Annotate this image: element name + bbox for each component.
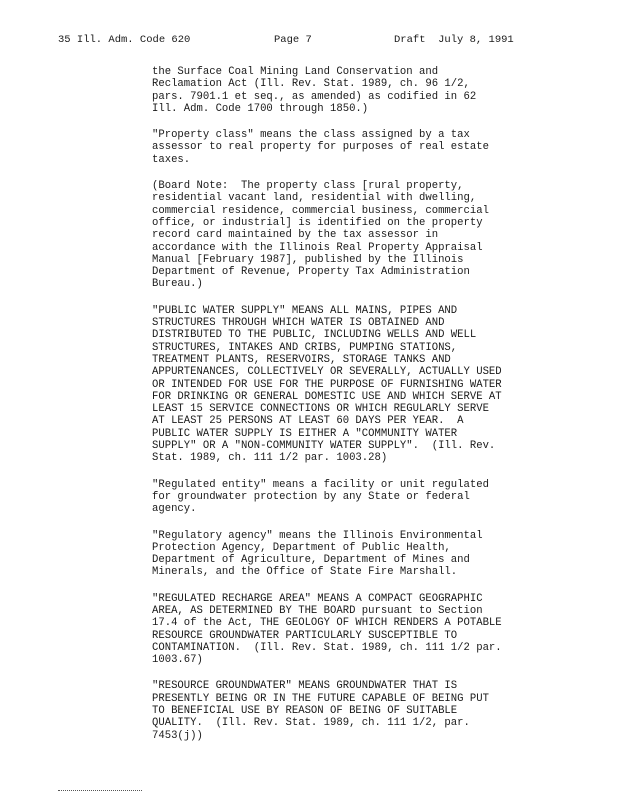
draft-date: Draft July 8, 1991	[394, 34, 514, 46]
text-line: OR INTENDED FOR USE FOR THE PURPOSE OF FURNISHING WATER	[152, 378, 502, 391]
text-line: STRUCTURES THROUGH WHICH WATER IS OBTAINED AND	[152, 317, 445, 330]
text-line: 17.4 of the Act, THE GEOLOGY OF WHICH RENDERS A POTABLE	[152, 617, 502, 630]
text-line: SUPPLY" OR A "NON-COMMUNITY WATER SUPPLY". (Ill. Rev.	[152, 440, 496, 453]
text-line: LEAST 15 SERVICE CONNECTIONS OR WHICH REGULARLY SERVE	[152, 403, 489, 416]
text-line: "PUBLIC WATER SUPPLY" MEANS ALL MAINS, PIPES AND	[152, 304, 458, 317]
text-line: "Property class" means the class assigned by a tax	[152, 129, 470, 142]
text-line: (Board Note: The property class [rural property,	[152, 180, 464, 193]
text-line: FOR DRINKING OR GENERAL DOMESTIC USE AND WHICH SERVE AT	[152, 390, 502, 403]
page-header	[58, 33, 548, 47]
text-line: QUALITY. (Ill. Rev. Stat. 1989, ch. 111 1/2, par.	[152, 717, 470, 730]
board-note-paragraph	[152, 180, 552, 291]
text-line: record card maintained by the tax assessor in	[152, 229, 439, 242]
text-line: AREA, AS DETERMINED BY THE BOARD pursuant to Section	[152, 604, 483, 617]
public-water-supply-definition	[152, 305, 552, 465]
text-line: Department of Agriculture, Department of Mines and	[152, 554, 470, 567]
text-line: Stat. 1989, ch. 111 1/2 par. 1003.28)	[152, 452, 388, 465]
text-line: assessor to real property for purposes of real estate	[152, 141, 489, 154]
text-line: "RESOURCE GROUNDWATER" MEANS GROUNDWATER THAT IS	[152, 680, 458, 693]
text-line: PRESENTLY BEING OR IN THE FUTURE CAPABLE OF BEING PUT	[152, 692, 489, 705]
text-line: STRUCTURES, INTAKES AND CRIBS, PUMPING STATIONS,	[152, 341, 458, 354]
text-line: PUBLIC WATER SUPPLY IS EITHER A "COMMUNITY WATER	[152, 427, 458, 440]
text-line: Ill. Adm. Code 1700 through 1850.)	[152, 102, 369, 115]
regulatory-agency-definition	[152, 530, 552, 579]
text-line: TO BENEFICIAL USE BY REASON OF BEING OF SUITABLE	[152, 705, 458, 718]
page-number: Page 7	[274, 34, 312, 46]
property-class-definition	[152, 129, 552, 166]
text-line: the Surface Coal Mining Land Conservation and	[152, 66, 439, 78]
text-line: Minerals, and the Office of State Fire Marshall.	[152, 566, 458, 579]
text-line: Bureau.)	[152, 278, 203, 291]
code-citation: 35 Ill. Adm. Code 620	[58, 34, 191, 46]
text-line: Protection Agency, Department of Public Health,	[152, 541, 451, 554]
text-line: accordance with the Illinois Real Property Appraisal	[152, 241, 483, 254]
text-line: "REGULATED RECHARGE AREA" MEANS A COMPACT GEOGRAPHIC	[152, 592, 483, 605]
text-line: office, or industrial] is identified on the property	[152, 216, 483, 229]
text-line: RESOURCE GROUNDWATER PARTICULARLY SUSCEPTIBLE TO	[152, 629, 458, 642]
text-line: CONTAMINATION. (Ill. Rev. Stat. 1989, ch. 111 1/2 par.	[152, 641, 502, 654]
text-line: "Regulatory agency" means the Illinois Environmental	[152, 529, 483, 542]
text-line: 1003.67)	[152, 654, 203, 667]
text-line: TREATMENT PLANTS, RESERVOIRS, STORAGE TANKS AND	[152, 353, 451, 366]
resource-groundwater-definition	[152, 680, 552, 741]
text-line: pars. 7901.1 et seq., as amended) as codified in 62	[152, 90, 477, 103]
text-line: commercial residence, commercial business, commercial	[152, 204, 489, 217]
text-line: APPURTENANCES, COLLECTIVELY OR SEVERALLY, ACTUALLY USED	[152, 366, 502, 379]
text-line: Department of Revenue, Property Tax Administration	[152, 266, 470, 279]
regulated-recharge-area-definition	[152, 593, 552, 667]
continued-definition-paragraph	[152, 66, 552, 115]
text-line: DISTRIBUTED TO THE PUBLIC, INCLUDING WELLS AND WELL	[152, 329, 477, 342]
regulated-entity-definition	[152, 479, 552, 516]
text-line: agency.	[152, 503, 197, 516]
text-line: "Regulated entity" means a facility or unit regulated	[152, 478, 489, 491]
text-line: AT LEAST 25 PERSONS AT LEAST 60 DAYS PER YEAR. A	[152, 415, 464, 428]
text-line: Reclamation Act (Ill. Rev. Stat. 1989, ch. 96 1/2,	[152, 78, 470, 91]
footer-divider	[58, 790, 142, 791]
text-line: residential vacant land, residential with dwelling,	[152, 192, 477, 205]
text-line: taxes.	[152, 153, 191, 166]
text-line: for groundwater protection by any State or federal	[152, 490, 470, 503]
document-body	[152, 66, 552, 756]
text-line: Manual [February 1987], published by the Illinois	[152, 253, 464, 266]
text-line: 7453(j))	[152, 729, 203, 742]
